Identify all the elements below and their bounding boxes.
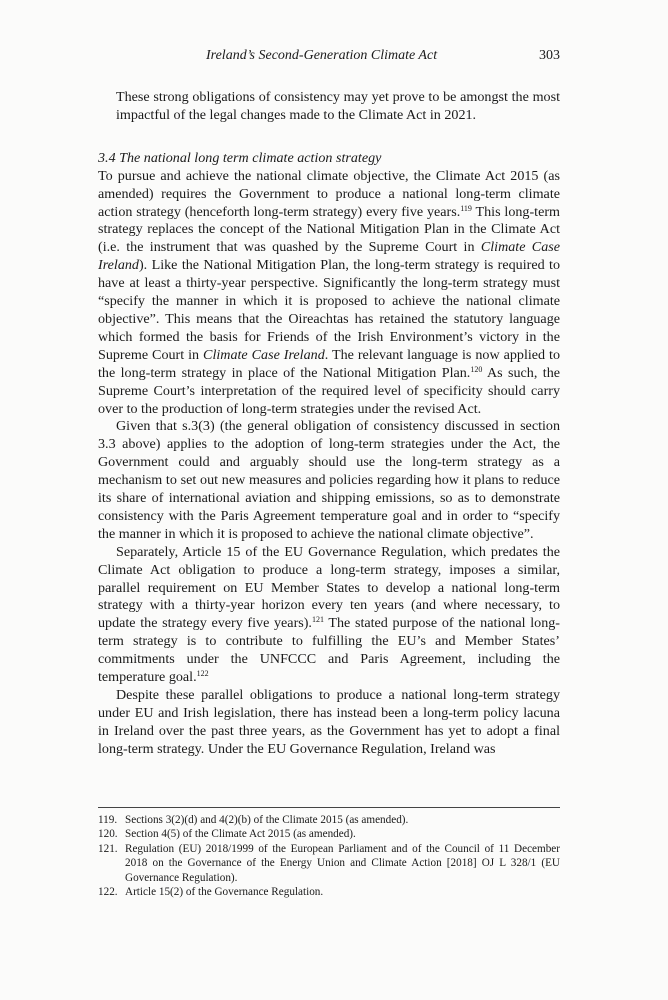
footnote-text: Article 15(2) of the Governance Regulation. xyxy=(125,886,324,899)
paragraph-1-part-b: This long-term strategy replaces the concept of the National Mitigation Plan in the Climate Act (i.e. the instrument that was quashed by the Supreme Court in xyxy=(98,203,560,256)
paragraph-1-part-c: ). Like the National Mitigation Plan, the long-term strategy is required to have at least a thirty-year perspective. Significantly the long-term strategy must “specify the manner in which it is proposed to achieve the national climate objective”. This means that the Oireachtas has retained the statutory language which formed the basis for Friends of the Irish Environment’s victory in the Supreme Court in xyxy=(98,257,560,363)
case-name-italic: Climate Case Ireland xyxy=(98,239,560,274)
paragraph-3-part-a: Separately, Article 15 of the EU Governance Regulation, which predates the Climate Act obligation to produce a long-term strategy, imposes a similar, parallel requirement on EU Member States to develop a national long-term strategy with a thirty-year horizon every ten years (and where necessary, to update the strategy every five years). xyxy=(98,543,560,632)
footnote-number: 121. xyxy=(98,842,118,855)
case-name-italic: Climate Case Ireland xyxy=(203,346,325,363)
footnote-text: Regulation (EU) 2018/1999 of the European Parliament and of the Council of 11 December 2018 on the Governance of the Energy Union and Climate Action [2018] OJ L 328/1 (EU Governance Regulation). xyxy=(125,842,560,884)
footnotes xyxy=(98,813,560,899)
paragraph-3 xyxy=(98,544,560,687)
footnote-ref-122[interactable]: 122 xyxy=(196,669,209,679)
paragraph-1-part-a: To pursue and achieve the national climate objective, the Climate Act 2015 (as amended) requires the Government to produce a national long-term climate action strategy (henceforth long-term strategy) every five years. xyxy=(98,167,560,220)
footnote-text: Sections 3(2)(d) and 4(2)(b) of the Climate 2015 (as amended). xyxy=(125,814,409,826)
footnote-number: 120. xyxy=(98,828,118,841)
footnote-number: 119. xyxy=(98,814,118,826)
paragraph-4: Despite these parallel obligations to produce a national long-term strategy under EU and Irish legislation, there has instead been a long-term policy lacuna in Ireland over the past three years, as the Government has yet to adopt a final long-term strategy. Under the EU Governance Regulation, Ireland was xyxy=(98,687,560,757)
paragraph-intro xyxy=(116,89,560,125)
body-text xyxy=(98,89,560,759)
paragraph-1 xyxy=(98,168,560,419)
paragraph-intro-text: These strong obligations of consistency may yet prove to be amongst the most impactful of the legal changes made to the Climate Act in 2021. xyxy=(116,89,560,123)
footnote-text: Section 4(5) of the Climate Act 2015 (as amended). xyxy=(125,828,356,841)
footnote-item xyxy=(98,842,560,885)
paragraph-2: Given that s.3(3) (the general obligation of consistency discussed in section 3.3 above) applies to the adoption of long-term strategies under the Act, the Government could and arguably should use the long-term strategy as a mechanism to set out new measures and policies regarding how it plans to reduce its share of international aviation and shipping emissions, so as to demonstrate consistency with the Paris Agreement temperature goal and in order to “specify the manner in which it is proposed to achieve the national climate objective”. xyxy=(98,418,560,542)
footnote-ref-121[interactable]: 121 xyxy=(311,615,324,625)
footnote-rule xyxy=(98,807,560,808)
paragraph-3-part-b: The stated purpose of the national long-term strategy is to contribute to fulfilling the EU’s and Member States’ commitments under the UNFCCC and Paris Agreement, including the temperature goal. xyxy=(98,615,560,686)
paragraph-1-part-d: . The relevant language is now applied to the long-term strategy in place of the National Mitigation Plan. xyxy=(98,346,560,381)
footnote-item xyxy=(98,813,560,827)
section-heading: 3.4 The national long term climate action strategy xyxy=(98,149,382,166)
footnote-item xyxy=(98,885,560,899)
footnote-ref-120[interactable]: 120 xyxy=(470,364,483,374)
running-head-title: Ireland’s Second-Generation Climate Act xyxy=(206,48,438,63)
footnote-number: 122. xyxy=(98,886,118,899)
paragraph-1-part-e: As such, the Supreme Court’s interpretation of the required level of specificity should carry over to the production of long-term strategies under the revised Act. xyxy=(98,364,561,417)
footnote-item xyxy=(98,827,560,841)
page-number: 303 xyxy=(539,48,560,63)
footnote-ref-119[interactable]: 119 xyxy=(460,203,472,213)
